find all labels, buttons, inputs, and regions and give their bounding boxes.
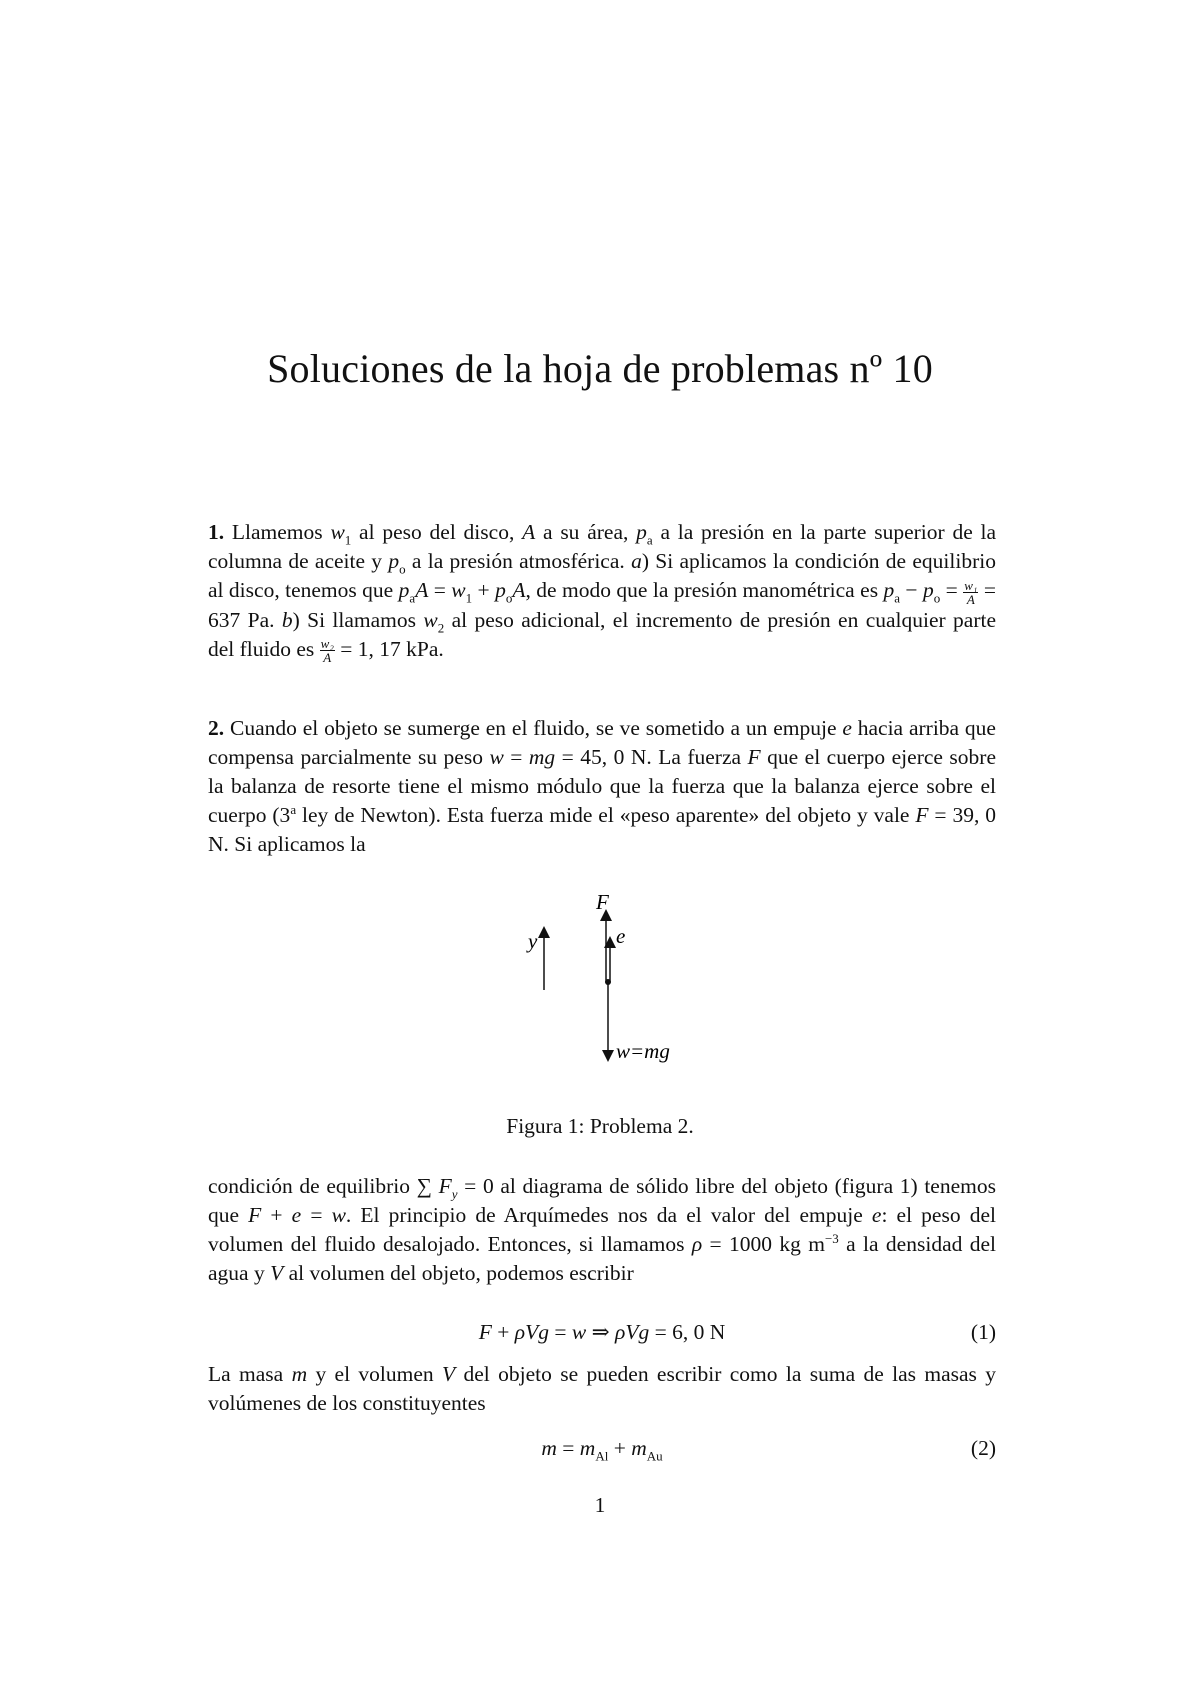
subscript: 1 (344, 532, 352, 548)
subscript: o (505, 590, 513, 606)
math-var: p (883, 578, 895, 602)
math-var: p (922, 578, 934, 602)
equilibrium-paragraph (208, 1172, 996, 1288)
text: . El principio de Arquímedes nos da el valor del empuje (345, 1203, 872, 1227)
equation-2 (208, 1434, 996, 1463)
text: Llamemos (224, 520, 331, 544)
math-var: ρVg (514, 1320, 549, 1344)
text: = 39, 0 N. Si aplicamos la (208, 803, 996, 856)
text: condición de equilibrio ∑ (208, 1174, 439, 1198)
math-var: p (636, 520, 647, 544)
force-f-label: F (596, 890, 609, 914)
text: del objeto se pueden escribir como la suma de las masas y volúmenes de los constituyentes (208, 1362, 996, 1415)
math-var: A (512, 578, 526, 602)
math-var: ρVg (615, 1320, 650, 1344)
subscript: 2 (437, 619, 445, 635)
fraction (963, 579, 978, 606)
subscript: Au (646, 1448, 663, 1464)
text: a la presión en la parte superior de la columna de aceite y (208, 520, 997, 573)
mass-volume-paragraph (208, 1360, 996, 1418)
page-title: Soluciones de la hoja de problemas nº 10 (267, 346, 933, 391)
math-var: V (270, 1261, 284, 1285)
fraction (320, 637, 335, 664)
fraction-denominator: A (966, 591, 975, 607)
subscript: a (409, 590, 416, 606)
text: al volumen del objeto, podemos escribir (283, 1261, 634, 1285)
math-var: w (451, 578, 466, 602)
text: al peso del disco, (351, 520, 523, 544)
text: = 0 al diagrama de sólido libre del objeto (figura 1) tenemos que (208, 1174, 996, 1227)
equation-body (208, 1318, 996, 1347)
math-op: = (940, 578, 964, 602)
math-op: + (472, 578, 496, 602)
text: : el peso del volumen del fluido desalojado. Entonces, si llamamos (208, 1203, 996, 1256)
text: a la presión atmosférica. (405, 549, 632, 573)
math-op: + (608, 1436, 632, 1460)
math-op: = (503, 745, 529, 769)
text: = 1, 17 kPa. (334, 636, 444, 661)
buoyancy-e-label: e (616, 924, 626, 948)
subscript: o (399, 561, 406, 577)
math-var: w (423, 607, 438, 632)
text: Cuando el objeto se sumerge en el fluido, se ve sometido a un empuje (224, 716, 843, 740)
math-var: w (330, 520, 345, 544)
subscript: 1 (465, 590, 473, 606)
math-op: ⇒ (586, 1320, 615, 1344)
math-op: − (900, 578, 923, 602)
y-axis-label: y (528, 929, 538, 953)
fraction-numerator: w₁ (964, 577, 978, 593)
text: a la densidad del agua y (208, 1232, 996, 1285)
page-number: 1 (594, 1493, 606, 1517)
text: a su área, (535, 520, 637, 544)
text: al peso adicional, el incremento de presión en cualquier parte del fluido es (208, 607, 997, 661)
text: ) Si llamamos (292, 607, 424, 632)
equation-1 (208, 1318, 996, 1347)
subscript: a (894, 590, 901, 606)
subscript: y (451, 1186, 458, 1202)
math-op: = (549, 1320, 572, 1344)
math-var: F (747, 745, 761, 769)
math-var: m (291, 1362, 308, 1386)
math-op: = (428, 578, 452, 602)
math-var: w (489, 745, 504, 769)
subscript: Al (595, 1448, 609, 1464)
math-var: p (495, 578, 506, 602)
fraction-denominator: A (323, 650, 332, 666)
figure-caption: Figura 1: Problema 2. (506, 1114, 694, 1138)
math-var: m (631, 1436, 647, 1460)
math-var: F (478, 1320, 492, 1344)
weight-w-label: w=mg (616, 1039, 670, 1063)
math-var: w (571, 1320, 587, 1344)
math-var: m (579, 1436, 596, 1460)
math-var: F (915, 803, 929, 827)
problem-number: 1. (208, 520, 225, 544)
math-op: = (556, 1436, 580, 1460)
text: , de modo que la presión manométrica es (525, 578, 884, 602)
subscript: a (646, 532, 653, 548)
free-body-diagram (500, 880, 700, 1070)
subscript: o (933, 590, 941, 606)
math-op: = (301, 1203, 332, 1227)
text: que el cuerpo ejerce sobre la balanza de resorte tiene el mismo módulo que la fuerza que la balanza ejerce sobre el cuerpo (3 (208, 745, 996, 827)
math-op: + (491, 1320, 515, 1344)
text: La masa (208, 1362, 292, 1386)
math-var: m (541, 1436, 557, 1460)
item-letter: a (631, 549, 642, 573)
math-var: F (248, 1203, 262, 1227)
math-var: p (398, 578, 410, 602)
text: = 637 Pa. (208, 578, 996, 632)
problem-1-paragraph (208, 518, 996, 664)
equation-number: (1) (970, 1320, 996, 1344)
equation-body (208, 1434, 996, 1463)
equation-number: (2) (970, 1436, 996, 1460)
text: = 1000 kg m (702, 1232, 825, 1256)
text: y el volumen (307, 1362, 443, 1386)
math-var: F (438, 1174, 452, 1198)
math-var: V (442, 1362, 456, 1386)
math-var: e (291, 1203, 302, 1227)
math-text: = 6, 0 N (649, 1320, 726, 1344)
text: = 45, 0 N. La fuerza (555, 745, 748, 769)
math-var: e (842, 716, 852, 740)
superscript: −3 (824, 1230, 839, 1246)
problem-number: 2. (208, 716, 225, 740)
math-var: mg (528, 745, 556, 769)
math-var: A (522, 520, 536, 544)
text: ley de Newton). Esta fuerza mide el «peso aparente» del objeto y vale (296, 803, 916, 827)
superscript: a (290, 801, 297, 817)
math-var: w (331, 1203, 346, 1227)
math-var: p (388, 549, 400, 573)
math-var: e (871, 1203, 882, 1227)
math-var: A (415, 578, 429, 602)
problem-2-paragraph (208, 714, 996, 859)
fraction-numerator: w₂ (320, 636, 334, 652)
math-var: ρ (691, 1232, 703, 1256)
item-letter: b (281, 607, 293, 632)
text: ) Si aplicamos la condición de equilibrio al disco, tenemos que (208, 549, 996, 602)
math-op: + (261, 1203, 292, 1227)
text: hacia arriba que compensa parcialmente su peso (208, 716, 996, 769)
